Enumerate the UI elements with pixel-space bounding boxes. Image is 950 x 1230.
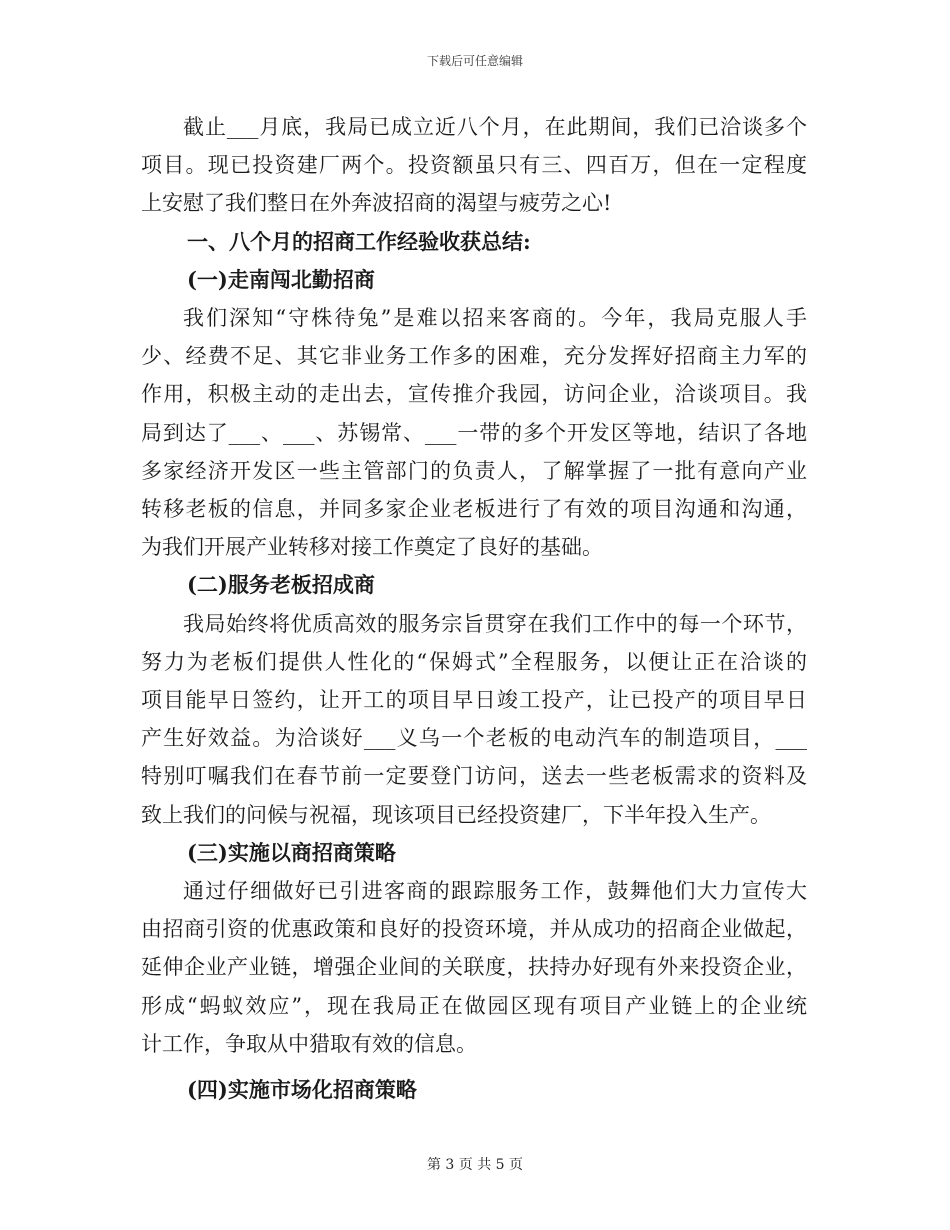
paragraph — [141, 872, 807, 1063]
subsection-heading: (二)服务老板招成商 — [187, 572, 375, 598]
text-line: 通过仔细做好已引进客商的跟踪服务工作，鼓舞他们大力宣传大 — [183, 879, 807, 904]
text-line: 多家经济开发区一些主管部门的负责人，了解掌握了一批有意向产业 — [141, 458, 807, 483]
text-line: 作用，积极主动的走出去，宣传推介我园，访问企业，洽谈项目。我 — [141, 382, 807, 407]
text-line: 计工作，争取从中猎取有效的信息。 — [141, 1031, 477, 1056]
text-line: 由招商引资的优惠政策和良好的投资环境，并从成功的招商企业做起， — [141, 917, 807, 942]
paragraph — [141, 605, 807, 834]
text-line: 截止___月底，我局已成立近八个月，在此期间，我们已洽谈多个 — [183, 115, 807, 139]
text-line: 我们深知“守株待兔”是难以招来客商的。今年，我局克服人手 — [183, 306, 807, 331]
page-footer: 第 3 页 共 5 页 — [426, 1157, 524, 1173]
text-line: 局到达了___、___、苏锡常、___一带的多个开发区等地，结识了各地 — [141, 420, 807, 445]
subsection-heading: (三)实施以商招商策略 — [187, 839, 396, 865]
text-line: 转移老板的信息，并同多家企业老板进行了有效的项目沟通和沟通， — [141, 497, 807, 522]
paragraph — [141, 108, 807, 223]
text-line: 我局始终将优质高效的服务宗旨贯穿在我们工作中的每一个环节， — [183, 611, 807, 636]
text-line: 为我们开展产业转移对接工作奠定了良好的基础。 — [141, 535, 603, 560]
text-line: 努力为老板们提供人性化的“保姆式”全程服务，以便让正在洽谈的 — [141, 649, 807, 674]
text-line: 形成“蚂蚁效应”，现在我局正在做园区现有项目产业链上的企业统 — [141, 993, 807, 1018]
text-line: 上安慰了我们整日在外奔波招商的渴望与疲劳之心! — [141, 191, 612, 216]
subsection-heading: (四)实施市场化招商策略 — [187, 1077, 417, 1103]
page-header: 下载后可任意编辑 — [426, 54, 523, 68]
text-line: 致上我们的问候与祝福，现该项目已经投资建厂，下半年投入生产。 — [141, 802, 771, 827]
section-heading: 一、八个月的招商工作经验收获总结: — [187, 228, 531, 254]
subsection-heading: (一)走南闯北勤招商 — [187, 266, 375, 292]
spacer — [141, 1063, 807, 1071]
text-line: 项目。现已投资建厂两个。投资额虽只有三、四百万，但在一定程度 — [141, 153, 807, 178]
paragraph — [141, 299, 807, 566]
text-line: 特别叮嘱我们在春节前一定要登门访问，送去一些老板需求的资料及 — [141, 764, 807, 789]
document-body — [141, 108, 807, 1109]
text-line: 延伸企业产业链，增强企业间的关联度，扶持办好现有外来投资企业， — [141, 955, 807, 980]
text-line: 少、经费不足、其它非业务工作多的困难，充分发挥好招商主力军的 — [141, 344, 807, 369]
text-line: 项目能早日签约，让开工的项目早日竣工投产，让已投产的项目早日 — [141, 688, 807, 713]
text-line: 产生好效益。为洽谈好___义乌一个老板的电动汽车的制造项目，___ — [141, 726, 807, 751]
